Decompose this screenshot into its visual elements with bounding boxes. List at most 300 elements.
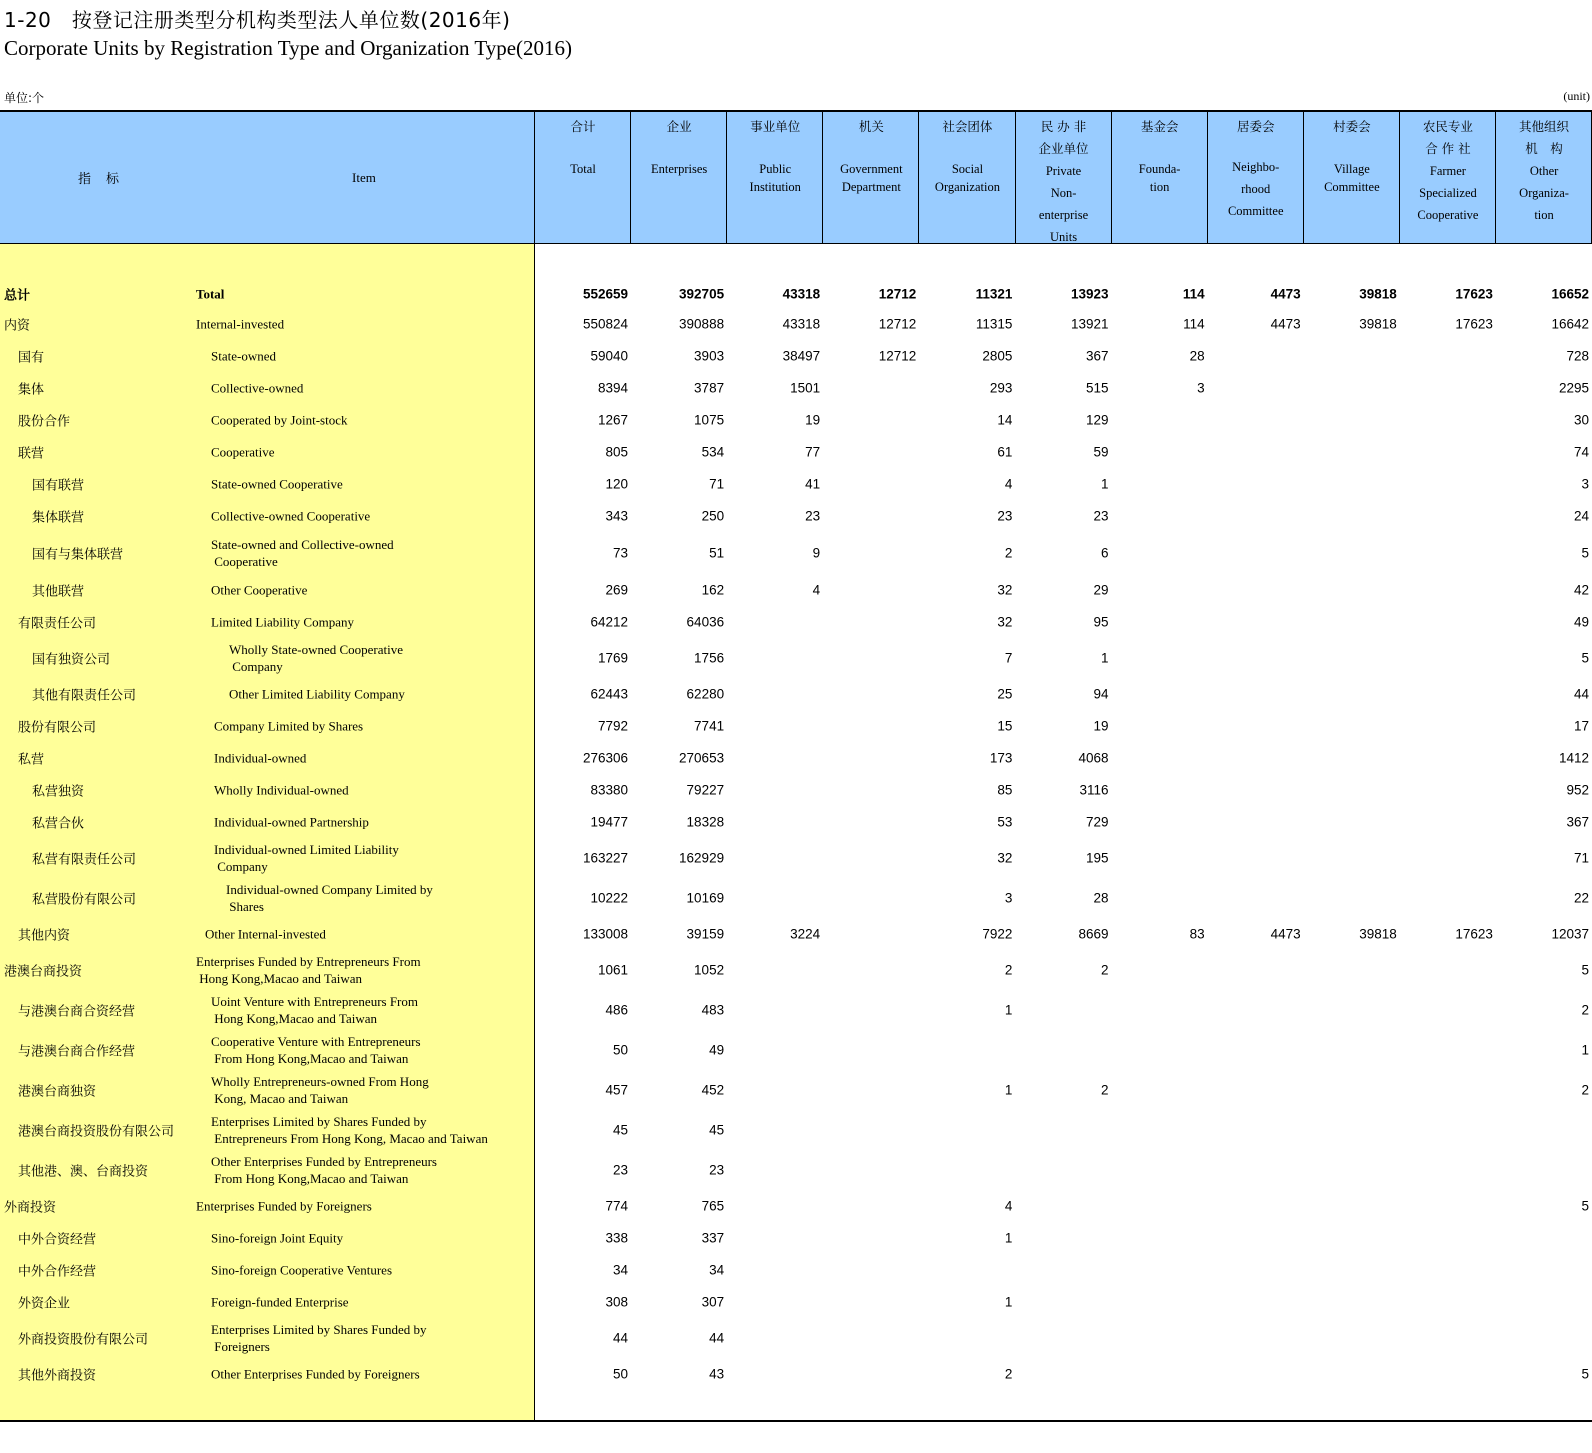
table-cell-value: 133008 <box>582 926 628 942</box>
table-cell-value: 32 <box>997 582 1013 598</box>
table-cell-value: 293 <box>989 380 1013 396</box>
row-label-en: Uoint Venture with Entrepreneurs From Hong Kong,Macao and Taiwan <box>211 994 418 1026</box>
table-cell-value: 4473 <box>1270 286 1301 302</box>
row-label-en: Sino-foreign Joint Equity <box>211 1230 344 1246</box>
table-cell-value: 4 <box>1004 1198 1013 1214</box>
row-label-cn: 外商投资 <box>4 1200 57 1216</box>
table-row <box>0 340 1592 372</box>
table-cell-value: 28 <box>1093 890 1109 906</box>
table-cell-value: 390888 <box>679 316 725 332</box>
row-label-en: Total <box>196 286 225 302</box>
table-cell-value: 195 <box>1085 850 1109 866</box>
row-label-en: Enterprises Limited by Shares Funded by Entrepreneurs From Hong Kong, Macao and Taiwan <box>211 1114 488 1146</box>
table-cell-value: 64212 <box>590 614 628 630</box>
table-cell-value: 270653 <box>679 750 725 766</box>
header-column <box>1208 116 1304 222</box>
table-cell-value: 17 <box>1573 718 1589 734</box>
header-column-cn: 居委会 <box>1236 119 1275 134</box>
table-cell-value: 24 <box>1573 508 1589 524</box>
table-cell-value: 2 <box>1004 1366 1013 1382</box>
table-row <box>0 1222 1592 1254</box>
header-column-en: Public Institution <box>749 162 801 194</box>
table-cell-value: 173 <box>989 750 1013 766</box>
table-cell-value: 8669 <box>1078 926 1109 942</box>
row-label-cn: 外商投资股份有限公司 <box>18 1332 149 1348</box>
header-column <box>1112 116 1208 196</box>
table-cell-value: 3224 <box>790 926 821 942</box>
table-cell-value: 16652 <box>1551 286 1589 302</box>
table-cell-value: 61 <box>997 444 1013 460</box>
row-label-en: Other Limited Liability Company <box>229 686 405 702</box>
table-cell-value: 1412 <box>1558 750 1589 766</box>
table-cell-value: 71 <box>1573 850 1589 866</box>
row-label-cn: 外资企业 <box>18 1296 71 1312</box>
row-label-cn: 其他联营 <box>32 584 85 600</box>
table-cell-value: 11315 <box>975 316 1013 332</box>
table-cell-value: 483 <box>701 1002 725 1018</box>
header-column <box>631 116 727 179</box>
row-label-en: Other Cooperative <box>211 582 308 598</box>
table-row <box>0 468 1592 500</box>
table-cell-value: 5 <box>1581 962 1589 978</box>
table-cell-value: 1267 <box>597 412 628 428</box>
table-cell-value: 12712 <box>878 348 917 364</box>
table-cell-value: 162 <box>701 582 725 598</box>
table-cell-value: 163227 <box>582 850 628 866</box>
header-column-cn: 民 办 非 企业单位 <box>1038 119 1089 156</box>
table-cell-value: 18328 <box>686 814 725 830</box>
row-label-en: Other Enterprises Funded by Foreigners <box>211 1366 420 1382</box>
header-column <box>1496 116 1592 226</box>
row-label-cn: 私营 <box>18 752 45 768</box>
table-cell-value: 50 <box>612 1042 628 1058</box>
table-row <box>0 533 1592 573</box>
row-label-cn: 港澳台商独资 <box>18 1084 97 1100</box>
table-cell-value: 550824 <box>582 316 628 332</box>
table-row <box>0 1110 1592 1150</box>
row-label-cn: 私营股份有限公司 <box>32 892 137 908</box>
table-cell-value: 71 <box>709 476 725 492</box>
row-label-cn: 与港澳台商合作经营 <box>18 1044 136 1060</box>
table-cell-value: 23 <box>1093 508 1109 524</box>
table-cell-value: 39818 <box>1359 926 1397 942</box>
table-row <box>0 806 1592 838</box>
table-cell-value: 12037 <box>1551 926 1589 942</box>
table-cell-value: 1 <box>1004 1002 1013 1018</box>
table-cell-value: 73 <box>612 545 628 561</box>
table-cell-value: 2 <box>1004 545 1013 561</box>
table-row <box>0 436 1592 468</box>
row-label-cn: 私营有限责任公司 <box>32 852 137 868</box>
header-column-cn: 机关 <box>858 119 884 134</box>
row-label-en: Enterprises Funded by Entrepreneurs From Hong Kong,Macao and Taiwan <box>196 954 421 986</box>
row-label-cn: 中外合资经营 <box>18 1232 97 1248</box>
table-cell-value: 4473 <box>1270 926 1301 942</box>
table-cell-value: 49 <box>709 1042 725 1058</box>
table-cell-value: 452 <box>701 1082 725 1098</box>
table-cell-value: 1 <box>1581 1042 1589 1058</box>
table-cell-value: 59 <box>1093 444 1109 460</box>
header-column-en: Farmer Specialized Cooperative <box>1417 164 1479 222</box>
table-cell-value: 11321 <box>975 286 1013 302</box>
table-cell-value: 5 <box>1581 1198 1589 1214</box>
table-cell-value: 43318 <box>782 316 821 332</box>
table-cell-value: 3 <box>1004 890 1013 906</box>
header-column-cn: 基金会 <box>1140 119 1179 134</box>
table-row <box>0 1254 1592 1286</box>
table-row <box>0 1190 1592 1222</box>
header-column <box>1400 116 1496 226</box>
table-cell-value: 94 <box>1093 686 1109 702</box>
row-label-cn: 私营合伙 <box>32 816 85 832</box>
table-cell-value: 4068 <box>1078 750 1109 766</box>
table-row <box>0 710 1592 742</box>
header-column-en: Village Committee <box>1324 162 1380 194</box>
header-column-cn: 社会团体 <box>942 119 993 134</box>
header-column <box>1016 116 1112 248</box>
table-cell-value: 367 <box>1566 814 1589 830</box>
row-label-en: Individual-owned Company Limited by Shares <box>226 882 433 914</box>
table-cell-value: 10169 <box>686 890 725 906</box>
table-cell-value: 343 <box>605 508 628 524</box>
table-cell-value: 805 <box>605 444 628 460</box>
table-cell-value: 23 <box>805 508 821 524</box>
table-cell-value: 486 <box>605 1002 628 1018</box>
table-cell-value: 765 <box>701 1198 725 1214</box>
row-label-en: State-owned Cooperative <box>211 476 343 492</box>
row-label-en: Wholly State-owned Cooperative Company <box>229 642 404 674</box>
header-column <box>535 116 631 179</box>
row-label-cn: 总计 <box>4 288 31 304</box>
table-cell-value: 162929 <box>679 850 725 866</box>
table-cell-value: 1 <box>1004 1294 1013 1310</box>
table-cell-value: 79227 <box>686 782 725 798</box>
header-indicator: 指 标 <box>78 172 121 187</box>
table-cell-value: 45 <box>709 1122 725 1138</box>
table-title-cn: 1-20 按登记注册类型分机构类型法人单位数(2016年) <box>4 8 511 32</box>
row-label-cn: 其他内资 <box>18 928 71 944</box>
table-cell-value: 39159 <box>686 926 725 942</box>
table-cell-value: 2805 <box>982 348 1013 364</box>
table-cell-value: 2 <box>1100 962 1109 978</box>
table-cell-value: 23 <box>612 1162 628 1178</box>
table-cell-value: 4 <box>812 582 821 598</box>
table-cell-value: 13923 <box>1070 286 1109 302</box>
table-cell-value: 534 <box>701 444 725 460</box>
table-cell-value: 95 <box>1093 614 1109 630</box>
unit-label-en: (unit) <box>1563 89 1590 103</box>
table-cell-value: 952 <box>1566 782 1589 798</box>
row-label-cn: 与港澳台商合资经营 <box>18 1004 136 1020</box>
table-cell-value: 308 <box>605 1294 628 1310</box>
table-cell-value: 16642 <box>1551 316 1589 332</box>
row-label-cn: 其他有限责任公司 <box>32 688 137 704</box>
table-cell-value: 77 <box>805 444 821 460</box>
row-label-en: Limited Liability Company <box>211 614 354 630</box>
header-column-en: Private Non- enterprise Units <box>1038 164 1089 244</box>
row-label-en: Other Enterprises Funded by Entrepreneurs From Hong Kong,Macao and Taiwan <box>211 1154 437 1186</box>
table-cell-value: 250 <box>701 508 725 524</box>
table-row <box>0 950 1592 990</box>
table-cell-value: 4 <box>1004 476 1013 492</box>
table-cell-value: 23 <box>997 508 1013 524</box>
table-row <box>0 990 1592 1030</box>
table-cell-value: 49 <box>1573 614 1589 630</box>
table-cell-value: 2 <box>1004 962 1013 978</box>
header-column <box>1304 116 1400 196</box>
table-cell-value: 19477 <box>590 814 628 830</box>
table-cell-value: 44 <box>709 1330 725 1346</box>
table-cell-value: 1 <box>1004 1082 1013 1098</box>
table-cell-value: 43318 <box>782 286 821 302</box>
row-label-cn: 集体 <box>18 382 45 398</box>
table-cell-value: 19 <box>805 412 821 428</box>
table-cell-value: 32 <box>997 850 1013 866</box>
table-cell-value: 34 <box>612 1262 628 1278</box>
header-column <box>727 116 823 196</box>
table-row <box>0 606 1592 638</box>
table-row <box>0 742 1592 774</box>
table-cell-value: 1501 <box>790 380 821 396</box>
row-label-cn: 内资 <box>4 318 31 334</box>
table-cell-value: 7741 <box>694 718 725 734</box>
table-cell-value: 39818 <box>1359 286 1397 302</box>
table-cell-value: 12712 <box>878 286 917 302</box>
table-cell-value: 2 <box>1581 1002 1589 1018</box>
table-cell-value: 62280 <box>686 686 725 702</box>
table-cell-value: 3903 <box>694 348 725 364</box>
header-item: Item <box>352 170 376 185</box>
table-row <box>0 774 1592 806</box>
table-cell-value: 129 <box>1085 412 1109 428</box>
row-label-en: Enterprises Limited by Shares Funded by Foreigners <box>211 1322 427 1354</box>
header-column-en: Social Organization <box>934 162 1000 194</box>
table-cell-value: 32 <box>997 614 1013 630</box>
table-cell-value: 728 <box>1566 348 1589 364</box>
table-cell-value: 5 <box>1581 545 1589 561</box>
table-row <box>0 838 1592 878</box>
row-label-cn: 港澳台商投资 <box>4 964 83 980</box>
header-column-cn: 村委会 <box>1333 119 1371 134</box>
row-label-cn: 股份有限公司 <box>18 720 97 736</box>
row-label-en: Foreign-funded Enterprise <box>211 1294 349 1310</box>
row-label-en: Internal-invested <box>196 316 285 332</box>
row-label-en: State-owned and Collective-owned Cooperative <box>211 537 394 569</box>
table-cell-value: 25 <box>997 686 1013 702</box>
table-row <box>0 1318 1592 1358</box>
table-cell-value: 83380 <box>590 782 628 798</box>
table-cell-value: 17623 <box>1455 286 1493 302</box>
row-label-cn: 其他外商投资 <box>18 1368 97 1384</box>
row-label-en: Collective-owned Cooperative <box>211 508 371 524</box>
table-cell-value: 337 <box>701 1230 725 1246</box>
table-cell-value: 17623 <box>1455 926 1493 942</box>
table-cell-value: 276306 <box>582 750 628 766</box>
table-cell-value: 3787 <box>694 380 725 396</box>
header-column <box>823 116 919 196</box>
row-label-en: Company Limited by Shares <box>214 718 364 734</box>
table-cell-value: 19 <box>1093 718 1109 734</box>
table-cell-value: 392705 <box>679 286 725 302</box>
table-cell-value: 17623 <box>1455 316 1493 332</box>
row-label-en: Individual-owned <box>214 750 307 766</box>
row-label-cn: 国有联营 <box>32 478 85 494</box>
row-label-cn: 集体联营 <box>32 510 85 526</box>
table-cell-value: 1769 <box>597 650 628 666</box>
table-cell-value: 74 <box>1573 444 1589 460</box>
header-column-cn: 事业单位 <box>750 119 801 134</box>
table-header-rule <box>0 243 1592 244</box>
table-top-rule <box>0 110 1592 112</box>
table-cell-value: 44 <box>612 1330 628 1346</box>
table-row <box>0 500 1592 532</box>
row-label-en: Individual-owned Limited Liability Company <box>214 842 399 874</box>
table-cell-value: 23 <box>709 1162 725 1178</box>
table-cell-value: 774 <box>605 1198 628 1214</box>
table-cell-value: 1756 <box>694 650 725 666</box>
table-cell-value: 1052 <box>694 962 725 978</box>
table-row <box>0 1030 1592 1070</box>
header-column-en: Founda- tion <box>1138 162 1181 194</box>
row-label-en: Other Internal-invested <box>205 926 326 942</box>
table-cell-value: 39818 <box>1359 316 1397 332</box>
table-cell-value: 7792 <box>597 718 628 734</box>
table-row <box>0 1358 1592 1390</box>
table-cell-value: 59040 <box>590 348 628 364</box>
table-cell-value: 14 <box>997 412 1013 428</box>
table-cell-value: 45 <box>612 1122 628 1138</box>
row-label-cn: 国有与集体联营 <box>32 547 124 563</box>
header-column-cn: 其他组织 机 构 <box>1519 119 1570 156</box>
row-label-en: Sino-foreign Cooperative Ventures <box>211 1262 392 1278</box>
table-cell-value: 85 <box>997 782 1013 798</box>
table-cell-value: 307 <box>701 1294 725 1310</box>
table-row <box>0 404 1592 436</box>
table-cell-value: 62443 <box>590 686 628 702</box>
table-cell-value: 6 <box>1100 545 1109 561</box>
header-column-cn: 农民专业 合 作 社 <box>1422 119 1473 156</box>
table-cell-value: 2 <box>1581 1082 1589 1098</box>
table-cell-value: 3116 <box>1079 782 1109 798</box>
row-label-cn: 私营独资 <box>32 784 85 800</box>
header-column-en: Total <box>570 162 596 176</box>
row-label-en: Enterprises Funded by Foreigners <box>196 1198 372 1214</box>
table-cell-value: 114 <box>1182 286 1205 302</box>
row-label-en: State-owned <box>211 348 276 364</box>
table-cell-value: 44 <box>1573 686 1589 702</box>
table-cell-value: 7 <box>1004 650 1013 666</box>
table-cell-value: 552659 <box>582 286 628 302</box>
row-label-en: Cooperated by Joint-stock <box>211 412 348 428</box>
table-cell-value: 1 <box>1100 650 1109 666</box>
table-row <box>0 638 1592 678</box>
table-row <box>0 918 1592 950</box>
header-column-en: Other Organiza- tion <box>1519 164 1569 222</box>
row-label-cn: 中外合作经营 <box>18 1264 97 1280</box>
table-cell-value: 9 <box>812 545 821 561</box>
table-cell-value: 15 <box>997 718 1013 734</box>
row-label-cn: 港澳台商投资股份有限公司 <box>18 1124 175 1140</box>
table-cell-value: 64036 <box>686 614 725 630</box>
table-cell-value: 83 <box>1189 926 1205 942</box>
table-cell-value: 2 <box>1100 1082 1109 1098</box>
table-bottom-rule <box>0 1420 1592 1422</box>
table-cell-value: 41 <box>805 476 821 492</box>
table-cell-value: 457 <box>605 1082 628 1098</box>
row-label-en: Cooperative <box>211 444 275 460</box>
table-cell-value: 120 <box>605 476 628 492</box>
table-cell-value: 7922 <box>982 926 1013 942</box>
row-label-cn: 联营 <box>18 446 45 462</box>
table-cell-value: 28 <box>1189 348 1205 364</box>
table-row <box>0 372 1592 404</box>
table-cell-value: 50 <box>612 1366 628 1382</box>
table-row <box>0 1070 1592 1110</box>
row-label-en: Wholly Entrepreneurs-owned From Hong Kong, Macao and Taiwan <box>211 1074 429 1106</box>
table-cell-value: 30 <box>1573 412 1589 428</box>
table-cell-value: 43 <box>709 1366 725 1382</box>
table-cell-value: 2295 <box>1558 380 1589 396</box>
table-cell-value: 38497 <box>782 348 821 364</box>
table-cell-value: 8394 <box>597 380 628 396</box>
unit-label-cn: 单位:个 <box>4 91 45 105</box>
row-label-en: Cooperative Venture with Entrepreneurs From Hong Kong,Macao and Taiwan <box>211 1034 421 1066</box>
table-cell-value: 51 <box>709 545 725 561</box>
table-cell-value: 13921 <box>1070 316 1109 332</box>
table-cell-value: 515 <box>1085 380 1109 396</box>
table-cell-value: 367 <box>1085 348 1109 364</box>
header-column-en: Neighbo- rhood Committee <box>1227 160 1284 218</box>
table-cell-value: 1075 <box>694 412 725 428</box>
row-label-cn: 有限责任公司 <box>18 616 97 632</box>
header-column-en: Government Department <box>840 162 903 194</box>
table-cell-value: 42 <box>1573 582 1589 598</box>
table-cell-value: 34 <box>709 1262 725 1278</box>
table-cell-value: 10222 <box>590 890 628 906</box>
table-title-en: Corporate Units by Registration Type and Organization Type(2016) <box>4 36 573 60</box>
table-cell-value: 1 <box>1004 1230 1013 1246</box>
table-cell-value: 1061 <box>597 962 628 978</box>
table-cell-value: 29 <box>1093 582 1109 598</box>
table-row <box>0 308 1592 340</box>
table-row <box>0 574 1592 606</box>
row-label-en: Collective-owned <box>211 380 304 396</box>
row-label-cn: 其他港、澳、台商投资 <box>18 1164 149 1180</box>
table-cell-value: 5 <box>1581 1366 1589 1382</box>
table-cell-value: 3 <box>1581 476 1589 492</box>
table-cell-value: 114 <box>1183 316 1205 332</box>
table-cell-value: 12712 <box>878 316 917 332</box>
row-label-cn: 国有 <box>18 350 45 366</box>
table-row <box>0 678 1592 710</box>
table-cell-value: 3 <box>1197 380 1205 396</box>
header-column-cn: 合计 <box>570 119 596 134</box>
table-cell-value: 4473 <box>1270 316 1301 332</box>
table-cell-value: 1 <box>1100 476 1109 492</box>
header-column-en: Enterprises <box>651 162 708 176</box>
table-row <box>0 1286 1592 1318</box>
table-cell-value: 22 <box>1573 890 1589 906</box>
row-label-cn: 国有独资公司 <box>32 652 111 668</box>
table-row <box>0 1150 1592 1190</box>
row-label-cn: 股份合作 <box>18 414 71 430</box>
row-label-en: Wholly Individual-owned <box>214 782 349 798</box>
header-column-cn: 企业 <box>666 119 692 134</box>
table-cell-value: 269 <box>605 582 628 598</box>
header-column <box>919 116 1015 196</box>
table-cell-value: 53 <box>997 814 1013 830</box>
table-cell-value: 729 <box>1085 814 1109 830</box>
